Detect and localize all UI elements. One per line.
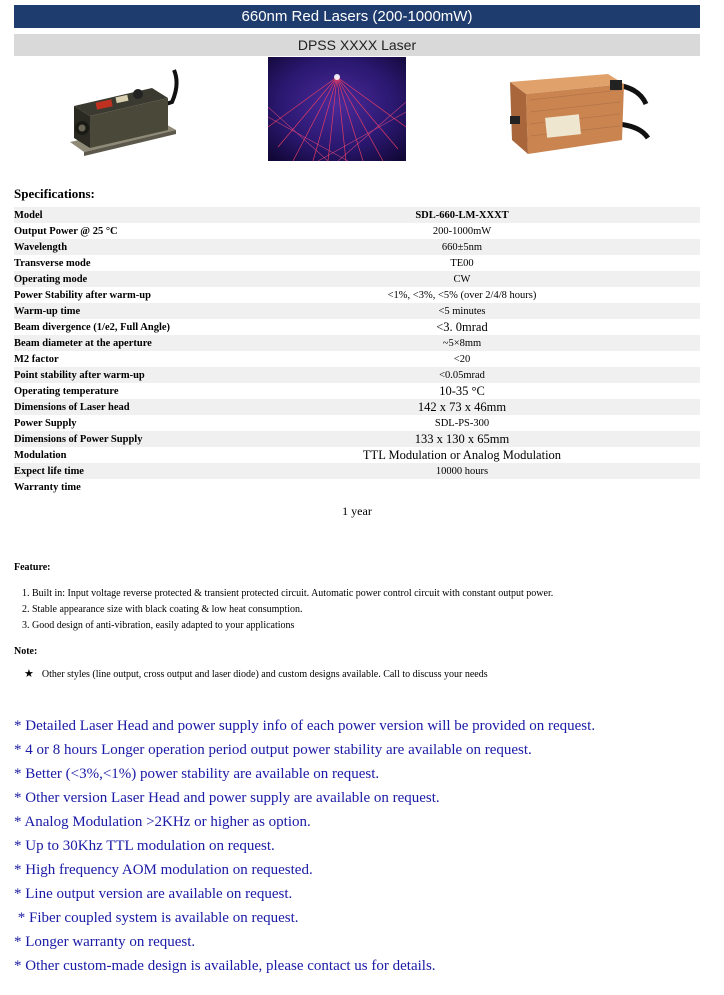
- list-item: * Up to 30Khz TTL modulation on request.: [14, 838, 275, 854]
- spec-value: 10-35 °C: [224, 383, 700, 399]
- list-item: * Line output version are available on request.: [14, 886, 293, 902]
- table-row: [14, 351, 700, 367]
- spec-label: M2 factor: [14, 351, 224, 367]
- spec-value: ~5×8mm: [224, 335, 700, 351]
- table-row: [14, 319, 700, 335]
- specifications-table: [14, 207, 700, 495]
- spec-label: Model: [14, 207, 224, 223]
- request-list: [14, 714, 595, 978]
- table-row: [14, 239, 700, 255]
- spec-label: Warranty time: [14, 479, 224, 495]
- spec-label: Beam divergence (1/e2, Full Angle): [14, 319, 224, 335]
- spec-label: Power Stability after warm-up: [14, 287, 224, 303]
- spec-value: 200-1000mW: [224, 223, 700, 239]
- spec-value: SDL-660-LM-XXXT: [224, 207, 700, 223]
- spec-label: Output Power @ 25 °C: [14, 223, 224, 239]
- star-icon: ★: [24, 667, 34, 680]
- list-item: * Fiber coupled system is available on request.: [14, 910, 299, 926]
- list-item: * Detailed Laser Head and power supply info of each power version will be provided on request.: [14, 718, 596, 734]
- spec-value: TE00: [224, 255, 700, 271]
- table-row: [14, 287, 700, 303]
- spec-label: Expect life time: [14, 463, 224, 479]
- table-row: [14, 255, 700, 271]
- spec-label: Modulation: [14, 447, 224, 463]
- spec-value: <0.05mrad: [224, 367, 700, 383]
- list-item: * 4 or 8 hours Longer operation period output power stability are available on request.: [14, 742, 532, 758]
- power-supply-photo: [490, 64, 650, 164]
- warranty-value: 1 year: [342, 504, 372, 518]
- table-row: [14, 399, 700, 415]
- feature-list: [22, 586, 553, 634]
- spec-value: 142 x 73 x 46mm: [224, 399, 700, 415]
- laser-show-photo: [268, 57, 406, 161]
- spec-label: Transverse mode: [14, 255, 224, 271]
- spec-label: Beam diameter at the aperture: [14, 335, 224, 351]
- list-item: * Longer warranty on request.: [14, 934, 196, 950]
- note-heading: Note:: [14, 646, 38, 657]
- spec-label: Power Supply: [14, 415, 224, 431]
- spec-label: Dimensions of Laser head: [14, 399, 224, 415]
- list-item: 1. Built in: Input voltage reverse protected & transient protected circuit. Automatic power control circuit with constant output power.: [22, 588, 554, 599]
- table-row: [14, 479, 700, 495]
- spec-label: Warm-up time: [14, 303, 224, 319]
- spec-value: 660±5nm: [224, 239, 700, 255]
- note-text: Other styles (line output, cross output and laser diode) and custom designs available. Call to discuss your needs: [41, 669, 488, 680]
- spec-value: <3. 0mrad: [224, 319, 700, 335]
- page-title: 660nm Red Lasers (200-1000mW): [14, 5, 700, 28]
- spec-value: <1%, <3%, <5% (over 2/4/8 hours): [224, 287, 700, 303]
- spec-value: 10000 hours: [224, 463, 700, 479]
- list-item: 2. Stable appearance size with black coating & low heat consumption.: [22, 604, 303, 615]
- spec-value: <20: [224, 351, 700, 367]
- table-row: [14, 383, 700, 399]
- spec-label: Wavelength: [14, 239, 224, 255]
- spec-value: TTL Modulation or Analog Modulation: [224, 447, 700, 463]
- spec-value: CW: [224, 271, 700, 287]
- table-row: [14, 447, 700, 463]
- spec-label: Operating temperature: [14, 383, 224, 399]
- list-item: * Other version Laser Head and power supply are available on request.: [14, 790, 440, 806]
- list-item: * Analog Modulation >2KHz or higher as option.: [14, 814, 311, 830]
- page-subtitle: DPSS XXXX Laser: [14, 34, 700, 56]
- table-row: [14, 463, 700, 479]
- list-item: * High frequency AOM modulation on requested.: [14, 862, 313, 878]
- specifications-heading: Specifications:: [14, 186, 95, 201]
- list-item: * Other custom-made design is available, please contact us for details.: [14, 958, 436, 974]
- list-item: * Better (<3%,<1%) power stability are available on request.: [14, 766, 380, 782]
- spec-label: Operating mode: [14, 271, 224, 287]
- table-row: [14, 415, 700, 431]
- table-row: [14, 207, 700, 223]
- laser-head-photo: [62, 64, 180, 164]
- table-row: [14, 335, 700, 351]
- table-row: [14, 271, 700, 287]
- table-row: [14, 223, 700, 239]
- spec-value: SDL-PS-300: [224, 415, 700, 431]
- table-row: [14, 431, 700, 447]
- note-line: [24, 667, 488, 680]
- table-row: [14, 367, 700, 383]
- list-item: 3. Good design of anti-vibration, easily adapted to your applications: [22, 620, 295, 631]
- spec-value: <5 minutes: [224, 303, 700, 319]
- spec-label: Point stability after warm-up: [14, 367, 224, 383]
- spec-value: 133 x 130 x 65mm: [224, 431, 700, 447]
- table-row: [14, 303, 700, 319]
- spec-label: Dimensions of Power Supply: [14, 431, 224, 447]
- feature-heading: Feature:: [14, 562, 51, 573]
